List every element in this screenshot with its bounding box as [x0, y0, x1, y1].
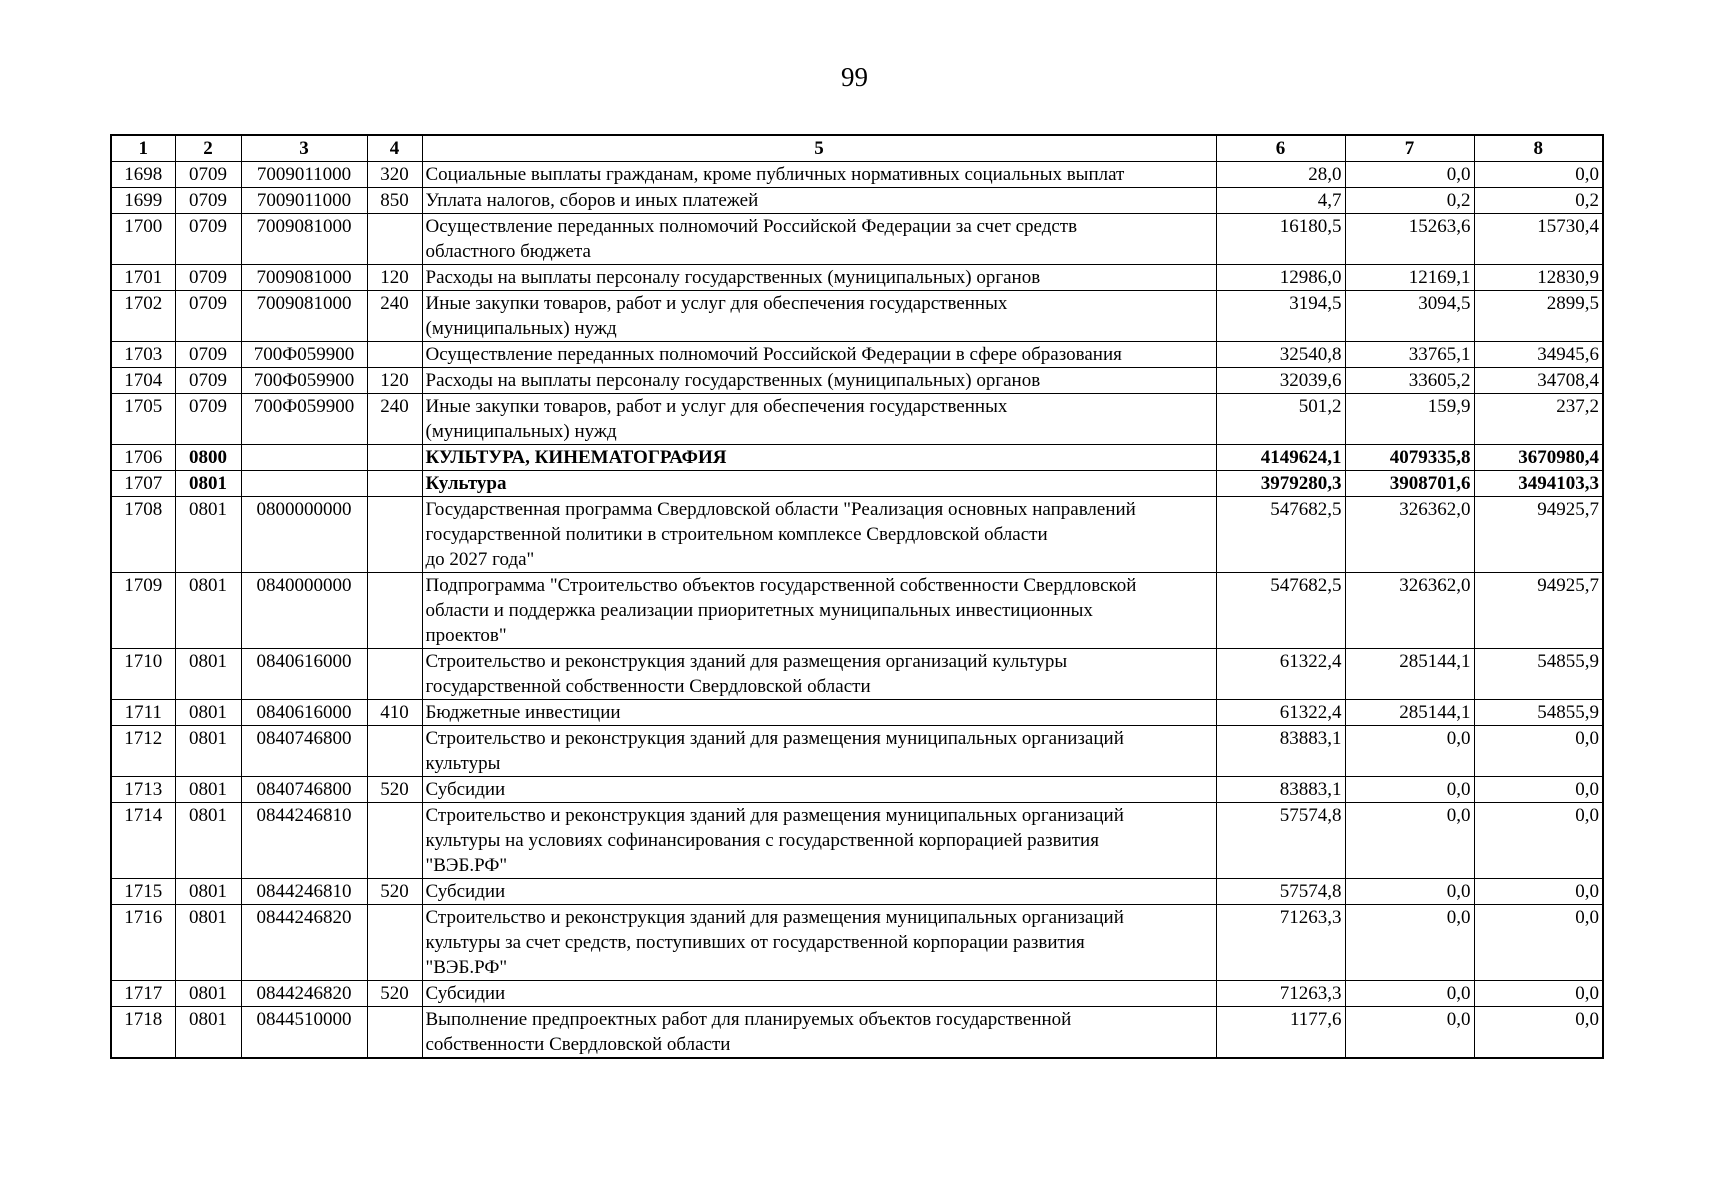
- expense-type-cell: 240: [367, 394, 422, 445]
- amount-col7-cell: 0,2: [1345, 188, 1474, 214]
- amount-col8-cell: 0,0: [1474, 726, 1603, 777]
- description-line: Строительство и реконструкция зданий для размещения муниципальных организаций: [425, 907, 1124, 928]
- description-line: Иные закупки товаров, работ и услуг для обеспечения государственных: [425, 293, 1008, 314]
- section-code-cell: 0709: [175, 291, 241, 342]
- amount-col6-cell: 61322,4: [1216, 649, 1345, 700]
- description-line: Строительство и реконструкция зданий для размещения муниципальных организаций: [425, 728, 1124, 749]
- description-cell: [422, 981, 1216, 1007]
- description-line: КУЛЬТУРА, КИНЕМАТОГРАФИЯ: [425, 447, 727, 468]
- description-line: Расходы на выплаты персоналу государственных (муниципальных) органов: [425, 267, 1041, 288]
- description-cell: [422, 803, 1216, 879]
- amount-col7-cell: 33605,2: [1345, 368, 1474, 394]
- table-row: [111, 471, 1603, 497]
- expense-type-cell: [367, 214, 422, 265]
- amount-col6-cell: 32540,8: [1216, 342, 1345, 368]
- amount-col6-cell: 57574,8: [1216, 879, 1345, 905]
- amount-col6-cell: 83883,1: [1216, 726, 1345, 777]
- description-line: Государственная программа Свердловской области "Реализация основных направлений: [425, 499, 1136, 520]
- description-line: Выполнение предпроектных работ для планируемых объектов государственной: [425, 1009, 1072, 1030]
- description-line: Осуществление переданных полномочий Российской Федерации в сфере образования: [425, 344, 1122, 365]
- expense-type-cell: [367, 342, 422, 368]
- expense-type-cell: 520: [367, 879, 422, 905]
- expense-type-cell: 120: [367, 368, 422, 394]
- row-number-cell: 1709: [111, 573, 175, 649]
- expense-type-cell: [367, 1007, 422, 1059]
- amount-col6-cell: 547682,5: [1216, 497, 1345, 573]
- section-code-cell: 0801: [175, 700, 241, 726]
- amount-col7-cell: 0,0: [1345, 777, 1474, 803]
- table-row: [111, 905, 1603, 981]
- section-code-cell: 0801: [175, 879, 241, 905]
- table-row: [111, 981, 1603, 1007]
- amount-col7-cell: 33765,1: [1345, 342, 1474, 368]
- section-code-cell: 0801: [175, 777, 241, 803]
- amount-col7-cell: 0,0: [1345, 1007, 1474, 1059]
- article-code-cell: 0840000000: [241, 573, 367, 649]
- description-line: "ВЭБ.РФ": [425, 957, 508, 978]
- row-number-cell: 1713: [111, 777, 175, 803]
- amount-col8-cell: 237,2: [1474, 394, 1603, 445]
- row-number-cell: 1703: [111, 342, 175, 368]
- row-number-cell: 1714: [111, 803, 175, 879]
- amount-col6-cell: 4149624,1: [1216, 445, 1345, 471]
- description-line: (муниципальных) нужд: [425, 318, 617, 339]
- description-cell: [422, 497, 1216, 573]
- amount-col8-cell: 15730,4: [1474, 214, 1603, 265]
- table-row: [111, 700, 1603, 726]
- article-code-cell: 0844510000: [241, 1007, 367, 1059]
- section-code-cell: 0800: [175, 445, 241, 471]
- description-cell: [422, 700, 1216, 726]
- amount-col7-cell: 326362,0: [1345, 497, 1474, 573]
- column-header: 5: [422, 135, 1216, 162]
- row-number-cell: 1718: [111, 1007, 175, 1059]
- article-code-cell: 7009011000: [241, 162, 367, 188]
- description-line: Расходы на выплаты персоналу государственных (муниципальных) органов: [425, 370, 1041, 391]
- expense-type-cell: 520: [367, 777, 422, 803]
- description-cell: [422, 291, 1216, 342]
- amount-col7-cell: 285144,1: [1345, 649, 1474, 700]
- table-row: [111, 573, 1603, 649]
- description-cell: [422, 265, 1216, 291]
- expense-type-cell: [367, 726, 422, 777]
- amount-col7-cell: 12169,1: [1345, 265, 1474, 291]
- section-code-cell: 0709: [175, 188, 241, 214]
- amount-col6-cell: 71263,3: [1216, 981, 1345, 1007]
- description-cell: [422, 188, 1216, 214]
- description-cell: [422, 445, 1216, 471]
- description-cell: [422, 162, 1216, 188]
- amount-col6-cell: 4,7: [1216, 188, 1345, 214]
- amount-col8-cell: 34945,6: [1474, 342, 1603, 368]
- row-number-cell: 1701: [111, 265, 175, 291]
- table-row: [111, 291, 1603, 342]
- description-cell: [422, 649, 1216, 700]
- row-number-cell: 1711: [111, 700, 175, 726]
- article-code-cell: 7009011000: [241, 188, 367, 214]
- description-cell: [422, 471, 1216, 497]
- amount-col7-cell: 3908701,6: [1345, 471, 1474, 497]
- article-code-cell: 0840616000: [241, 700, 367, 726]
- row-number-cell: 1710: [111, 649, 175, 700]
- description-line: областного бюджета: [425, 241, 591, 262]
- column-header: 4: [367, 135, 422, 162]
- row-number-cell: 1700: [111, 214, 175, 265]
- article-code-cell: 7009081000: [241, 214, 367, 265]
- description-cell: [422, 342, 1216, 368]
- amount-col6-cell: 3194,5: [1216, 291, 1345, 342]
- description-line: культуры на условиях софинансирования с государственной корпорацией развития: [425, 830, 1099, 851]
- row-number-cell: 1715: [111, 879, 175, 905]
- expense-type-cell: 520: [367, 981, 422, 1007]
- table-row: [111, 777, 1603, 803]
- article-code-cell: [241, 471, 367, 497]
- table-body: [111, 162, 1603, 1059]
- amount-col8-cell: 0,0: [1474, 803, 1603, 879]
- description-line: культуры: [425, 753, 501, 774]
- expense-type-cell: [367, 905, 422, 981]
- column-header: 6: [1216, 135, 1345, 162]
- row-number-cell: 1706: [111, 445, 175, 471]
- amount-col8-cell: 0,0: [1474, 777, 1603, 803]
- header-row: [111, 135, 1603, 162]
- description-line: государственной собственности Свердловской области: [425, 676, 871, 697]
- row-number-cell: 1705: [111, 394, 175, 445]
- amount-col7-cell: 0,0: [1345, 162, 1474, 188]
- article-code-cell: 700Ф059900: [241, 368, 367, 394]
- section-code-cell: 0801: [175, 803, 241, 879]
- expense-type-cell: 320: [367, 162, 422, 188]
- section-code-cell: 0801: [175, 573, 241, 649]
- article-code-cell: 0840746800: [241, 777, 367, 803]
- expense-type-cell: 120: [367, 265, 422, 291]
- amount-col8-cell: 54855,9: [1474, 649, 1603, 700]
- article-code-cell: 0840746800: [241, 726, 367, 777]
- column-header: 1: [111, 135, 175, 162]
- row-number-cell: 1716: [111, 905, 175, 981]
- article-code-cell: 700Ф059900: [241, 342, 367, 368]
- column-header: 8: [1474, 135, 1603, 162]
- article-code-cell: 0844246820: [241, 905, 367, 981]
- table-row: [111, 649, 1603, 700]
- table-row: [111, 162, 1603, 188]
- amount-col6-cell: 1177,6: [1216, 1007, 1345, 1059]
- description-line: Субсидии: [425, 779, 506, 800]
- table-row: [111, 497, 1603, 573]
- description-line: Осуществление переданных полномочий Российской Федерации за счет средств: [425, 216, 1078, 237]
- column-header: 7: [1345, 135, 1474, 162]
- description-cell: [422, 726, 1216, 777]
- description-cell: [422, 368, 1216, 394]
- amount-col8-cell: 0,0: [1474, 1007, 1603, 1059]
- expense-type-cell: [367, 803, 422, 879]
- article-code-cell: 700Ф059900: [241, 394, 367, 445]
- table-row: [111, 188, 1603, 214]
- row-number-cell: 1699: [111, 188, 175, 214]
- article-code-cell: 0844246810: [241, 879, 367, 905]
- expense-type-cell: [367, 497, 422, 573]
- description-cell: [422, 905, 1216, 981]
- row-number-cell: 1712: [111, 726, 175, 777]
- amount-col7-cell: 0,0: [1345, 726, 1474, 777]
- amount-col8-cell: 94925,7: [1474, 497, 1603, 573]
- description-cell: [422, 573, 1216, 649]
- section-code-cell: 0801: [175, 726, 241, 777]
- amount-col8-cell: 94925,7: [1474, 573, 1603, 649]
- description-line: культуры за счет средств, поступивших от государственной корпорации развития: [425, 932, 1085, 953]
- row-number-cell: 1707: [111, 471, 175, 497]
- amount-col8-cell: 34708,4: [1474, 368, 1603, 394]
- section-code-cell: 0801: [175, 905, 241, 981]
- amount-col8-cell: 0,0: [1474, 981, 1603, 1007]
- row-number-cell: 1708: [111, 497, 175, 573]
- description-line: Строительство и реконструкция зданий для размещения муниципальных организаций: [425, 805, 1124, 826]
- description-line: Социальные выплаты гражданам, кроме публичных нормативных социальных выплат: [425, 164, 1125, 185]
- amount-col7-cell: 0,0: [1345, 879, 1474, 905]
- description-line: (муниципальных) нужд: [425, 421, 617, 442]
- article-code-cell: 7009081000: [241, 265, 367, 291]
- description-line: Бюджетные инвестиции: [425, 702, 621, 723]
- description-line: области и поддержка реализации приоритетных муниципальных инвестиционных: [425, 600, 1093, 621]
- section-code-cell: 0801: [175, 1007, 241, 1059]
- row-number-cell: 1698: [111, 162, 175, 188]
- article-code-cell: 7009081000: [241, 291, 367, 342]
- amount-col7-cell: 15263,6: [1345, 214, 1474, 265]
- column-header: 2: [175, 135, 241, 162]
- table-row: [111, 368, 1603, 394]
- amount-col6-cell: 28,0: [1216, 162, 1345, 188]
- amount-col7-cell: 3094,5: [1345, 291, 1474, 342]
- section-code-cell: 0709: [175, 342, 241, 368]
- table-row: [111, 214, 1603, 265]
- description-line: Уплата налогов, сборов и иных платежей: [425, 190, 759, 211]
- table-row: [111, 394, 1603, 445]
- expense-type-cell: 240: [367, 291, 422, 342]
- amount-col6-cell: 501,2: [1216, 394, 1345, 445]
- row-number-cell: 1704: [111, 368, 175, 394]
- amount-col6-cell: 547682,5: [1216, 573, 1345, 649]
- expense-type-cell: [367, 649, 422, 700]
- amount-col7-cell: 285144,1: [1345, 700, 1474, 726]
- description-line: проектов": [425, 625, 507, 646]
- amount-col8-cell: 2899,5: [1474, 291, 1603, 342]
- budget-table: [110, 134, 1604, 1059]
- row-number-cell: 1717: [111, 981, 175, 1007]
- description-line: до 2027 года": [425, 549, 535, 570]
- amount-col8-cell: 0,0: [1474, 162, 1603, 188]
- amount-col6-cell: 61322,4: [1216, 700, 1345, 726]
- section-code-cell: 0801: [175, 497, 241, 573]
- section-code-cell: 0709: [175, 368, 241, 394]
- amount-col6-cell: 32039,6: [1216, 368, 1345, 394]
- amount-col7-cell: 0,0: [1345, 803, 1474, 879]
- description-line: государственной политики в строительном комплексе Свердловской области: [425, 524, 1048, 545]
- amount-col6-cell: 3979280,3: [1216, 471, 1345, 497]
- section-code-cell: 0801: [175, 471, 241, 497]
- description-line: Субсидии: [425, 881, 506, 902]
- description-line: Подпрограмма "Строительство объектов государственной собственности Свердловской: [425, 575, 1137, 596]
- amount-col6-cell: 71263,3: [1216, 905, 1345, 981]
- article-code-cell: 0800000000: [241, 497, 367, 573]
- description-cell: [422, 394, 1216, 445]
- description-cell: [422, 214, 1216, 265]
- expense-type-cell: 850: [367, 188, 422, 214]
- amount-col6-cell: 57574,8: [1216, 803, 1345, 879]
- description-line: Культура: [425, 473, 507, 494]
- table-row: [111, 445, 1603, 471]
- article-code-cell: 0840616000: [241, 649, 367, 700]
- table-row: [111, 342, 1603, 368]
- description-line: собственности Свердловской области: [425, 1034, 731, 1055]
- amount-col7-cell: 4079335,8: [1345, 445, 1474, 471]
- article-code-cell: 0844246810: [241, 803, 367, 879]
- table-row: [111, 879, 1603, 905]
- description-cell: [422, 879, 1216, 905]
- amount-col7-cell: 326362,0: [1345, 573, 1474, 649]
- column-header: 3: [241, 135, 367, 162]
- table-row: [111, 1007, 1603, 1059]
- page-number: 99: [841, 62, 868, 92]
- description-cell: [422, 777, 1216, 803]
- section-code-cell: 0801: [175, 981, 241, 1007]
- section-code-cell: 0709: [175, 394, 241, 445]
- amount-col7-cell: 159,9: [1345, 394, 1474, 445]
- description-line: Строительство и реконструкция зданий для размещения организаций культуры: [425, 651, 1068, 672]
- section-code-cell: 0709: [175, 162, 241, 188]
- amount-col8-cell: 0,2: [1474, 188, 1603, 214]
- amount-col8-cell: 54855,9: [1474, 700, 1603, 726]
- amount-col6-cell: 16180,5: [1216, 214, 1345, 265]
- amount-col8-cell: 0,0: [1474, 879, 1603, 905]
- section-code-cell: 0709: [175, 265, 241, 291]
- amount-col7-cell: 0,0: [1345, 905, 1474, 981]
- amount-col8-cell: 12830,9: [1474, 265, 1603, 291]
- section-code-cell: 0709: [175, 214, 241, 265]
- amount-col6-cell: 12986,0: [1216, 265, 1345, 291]
- description-line: "ВЭБ.РФ": [425, 855, 508, 876]
- table-row: [111, 265, 1603, 291]
- description-line: Субсидии: [425, 983, 506, 1004]
- amount-col8-cell: 3670980,4: [1474, 445, 1603, 471]
- table-row: [111, 726, 1603, 777]
- row-number-cell: 1702: [111, 291, 175, 342]
- table-row: [111, 803, 1603, 879]
- amount-col6-cell: 83883,1: [1216, 777, 1345, 803]
- amount-col8-cell: 0,0: [1474, 905, 1603, 981]
- expense-type-cell: 410: [367, 700, 422, 726]
- amount-col8-cell: 3494103,3: [1474, 471, 1603, 497]
- amount-col7-cell: 0,0: [1345, 981, 1474, 1007]
- expense-type-cell: [367, 445, 422, 471]
- description-cell: [422, 1007, 1216, 1059]
- article-code-cell: [241, 445, 367, 471]
- description-line: Иные закупки товаров, работ и услуг для обеспечения государственных: [425, 396, 1008, 417]
- section-code-cell: 0801: [175, 649, 241, 700]
- expense-type-cell: [367, 573, 422, 649]
- article-code-cell: 0844246820: [241, 981, 367, 1007]
- expense-type-cell: [367, 471, 422, 497]
